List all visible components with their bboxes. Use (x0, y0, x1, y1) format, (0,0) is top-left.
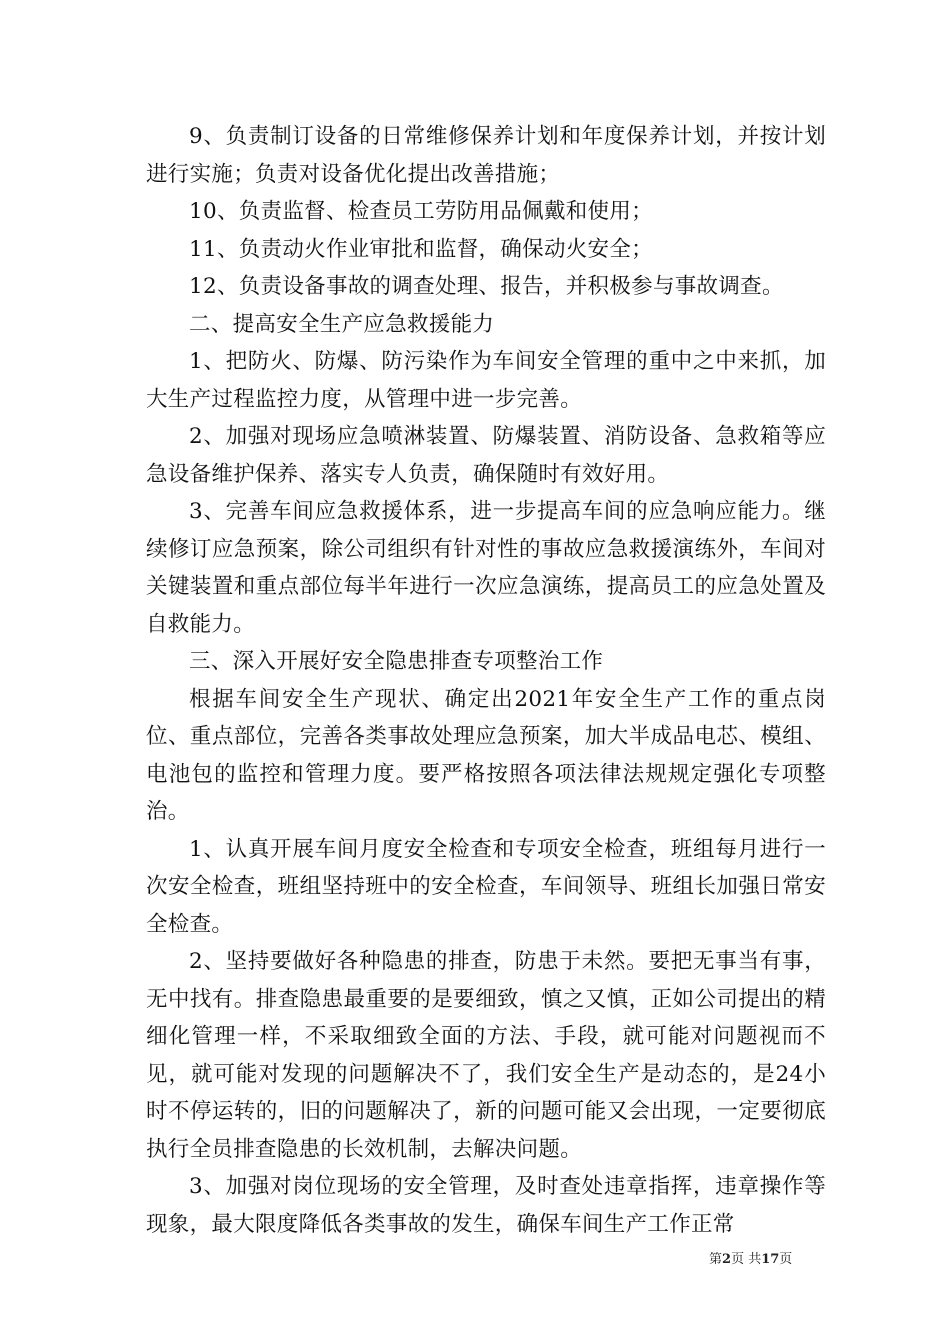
paragraph-emergency-1: 1、把防火、防爆、防污染作为车间安全管理的重中之中来抓，加大生产过程监控力度，从管理中进一步完善。 (146, 349, 826, 412)
paragraph-hazard-2: 2、坚持要做好各种隐患的排查，防患于未然。要把无事当有事，无中找有。排查隐患最重要的是要细致，慎之又慎，正如公司提出的精细化管理一样，不采取细致全面的方法、手段，就可能对问题视而不见，就可能对发现的问题解决不了，我们安全生产是动态的，是24小时不停运转的，旧的问题解决了，新的问题可能又会出现，一定要彻底执行全员排查隐患的长效机制，去解决问题。 (146, 949, 826, 1162)
footer-prefix: 第 (709, 1252, 723, 1267)
paragraph-emergency-3: 3、完善车间应急救援体系，进一步提高车间的应急响应能力。继续修订应急预案，除公司组织有针对性的事故应急救援演练外，车间对关键装置和重点部位每半年进行一次应急演练，提高员工的应急处置及自救能力。 (146, 499, 826, 637)
total-page-count: 17 (761, 1252, 780, 1267)
section-heading-3: 三、深入开展好安全隐患排查专项整治工作 (189, 649, 604, 674)
footer-middle: 页 共 (731, 1252, 762, 1267)
current-page-number: 2 (722, 1252, 732, 1267)
paragraph-item-11: 11、负责动火作业审批和监督，确保动火安全； (189, 236, 653, 262)
document-body (146, 118, 826, 1243)
paragraph-hazard-intro: 根据车间安全生产现状、确定出2021年安全生产工作的重点岗位、重点部位，完善各类事故处理应急预案，加大半成品电芯、模组、电池包的监控和管理力度。要严格按照各项法律法规规定强化专项整治。 (146, 686, 826, 824)
section-heading-2: 二、提高安全生产应急救援能力 (189, 311, 495, 337)
page-number-footer (709, 1248, 792, 1267)
paragraph-item-9: 9、负责制订设备的日常维修保养计划和年度保养计划，并按计划进行实施；负责对设备优化提出改善措施； (146, 124, 826, 187)
paragraph-item-12: 12、负责设备事故的调查处理、报告，并积极参与事故调查。 (189, 274, 784, 299)
paragraph-emergency-2: 2、加强对现场应急喷淋装置、防爆装置、消防设备、急救箱等应急设备维护保养、落实专人负责，确保随时有效好用。 (146, 424, 826, 487)
paragraph-hazard-3: 3、加强对岗位现场的安全管理，及时查处违章指挥，违章操作等现象，最大限度降低各类事故的发生，确保车间生产工作正常 (146, 1174, 826, 1237)
paragraph-item-10: 10、负责监督、检查员工劳防用品佩戴和使用； (189, 199, 653, 224)
footer-suffix: 页 (779, 1252, 793, 1267)
paragraph-hazard-1: 1、认真开展车间月度安全检查和专项安全检查，班组每月进行一次安全检查，班组坚持班中的安全检查，车间领导、班组长加强日常安全检查。 (146, 836, 826, 937)
